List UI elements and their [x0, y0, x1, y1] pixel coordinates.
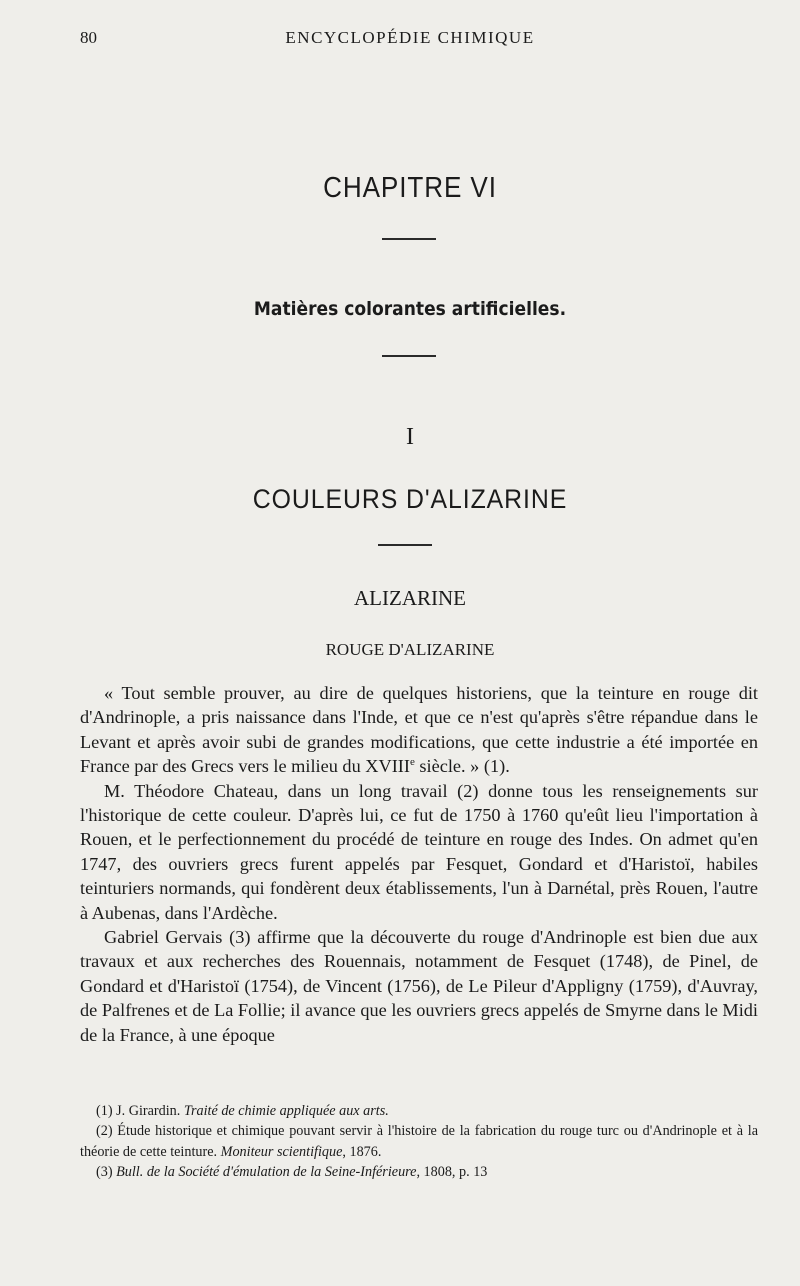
- footnote-3: [80, 1162, 758, 1182]
- paragraph-1-end: siècle. » (1).: [414, 756, 510, 777]
- footnotes: [80, 1101, 758, 1183]
- footnote-2: [80, 1121, 758, 1162]
- section-subheading: ROUGE D'ALIZARINE: [325, 640, 495, 659]
- footnote-1-mark: (1) J. Girardin.: [96, 1103, 184, 1119]
- footnote-3-end: , 1808, p. 13: [416, 1164, 488, 1181]
- running-title: ENCYCLOPÉDIE CHIMIQUE: [285, 28, 535, 47]
- footnote-1: [80, 1101, 758, 1121]
- section-title: COULEURS D'ALIZARINE: [252, 484, 568, 514]
- footnote-3-title: Bull. de la Société d'émulation de la Seine-Inférieure: [116, 1164, 417, 1181]
- chapter-subtitle: Matières colorantes artificielles.: [253, 298, 567, 320]
- paragraph-1-text: « Tout semble prouver, au dire de quelques historiens, que la teinture en rouge dit d'Andrinople, a pris naissance dans l'Inde, et que ce n'est qu'après s'être répandue dans le Levant et après avoir subi de grandes modifications, que cette industrie a été importée en France par des Grecs vers le milieu du XVIII: [80, 683, 758, 777]
- paragraph-2: M. Théodore Chateau, dans un long travail (2) donne tous les renseignements sur l'historique de cette couleur. D'après lui, ce fut de 1750 à 1760 qu'eût lieu l'importation à Rouen, et le perfectionnement du procédé de teinture en rouge des Indes. On admet qu'en 1747, des ouvriers grecs furent appelés par Fesquet, Gondard et d'Haristoï, habiles teinturiers normands, qui fondèrent deux établissements, l'un à Darnétal, près Rouen, l'autre à Aubenas, dans l'Ardèche.: [80, 780, 758, 923]
- superscript-e: e: [409, 756, 415, 769]
- section-rule: [378, 544, 432, 546]
- paragraph-1: [80, 681, 758, 779]
- body-text: [80, 681, 758, 1047]
- footnote-2-journal: Moniteur scientifique: [220, 1143, 343, 1160]
- footnote-3-mark: (3): [96, 1164, 117, 1181]
- section-number: I: [406, 424, 414, 450]
- running-header: [80, 28, 740, 52]
- footnote-2-text: (2) Étude historique et chimique pouvant servir à l'histoire de la fabrication du rouge turc ou d'Andrinople et à la théorie de cette teinture.: [80, 1123, 758, 1160]
- section-heading: ALIZARINE: [354, 586, 466, 610]
- paragraph-3: Gabriel Gervais (3) affirme que la découverte du rouge d'Andrinople est bien due aux travaux et aux recherches des Rouennais, notamment de Fesquet (1748), de Pinel, de Gondard et d'Haristoï (1754), de Vincent (1756), de Le Pileur d'Appligny (1759), d'Auvray, de Palfrenes et de La Follie; il avance que les ouvriers grecs appelés de Smyrne dans le Midi de la France, à une époque: [80, 927, 758, 1045]
- chapter-rule-bottom: [382, 355, 436, 357]
- page-number: 80: [80, 28, 97, 47]
- chapter-title: CHAPITRE VI: [323, 172, 497, 204]
- footnote-1-title: Traité de chimie appliquée aux arts.: [183, 1103, 389, 1119]
- footnote-2-end: , 1876.: [342, 1143, 382, 1160]
- chapter-rule-top: [382, 238, 436, 240]
